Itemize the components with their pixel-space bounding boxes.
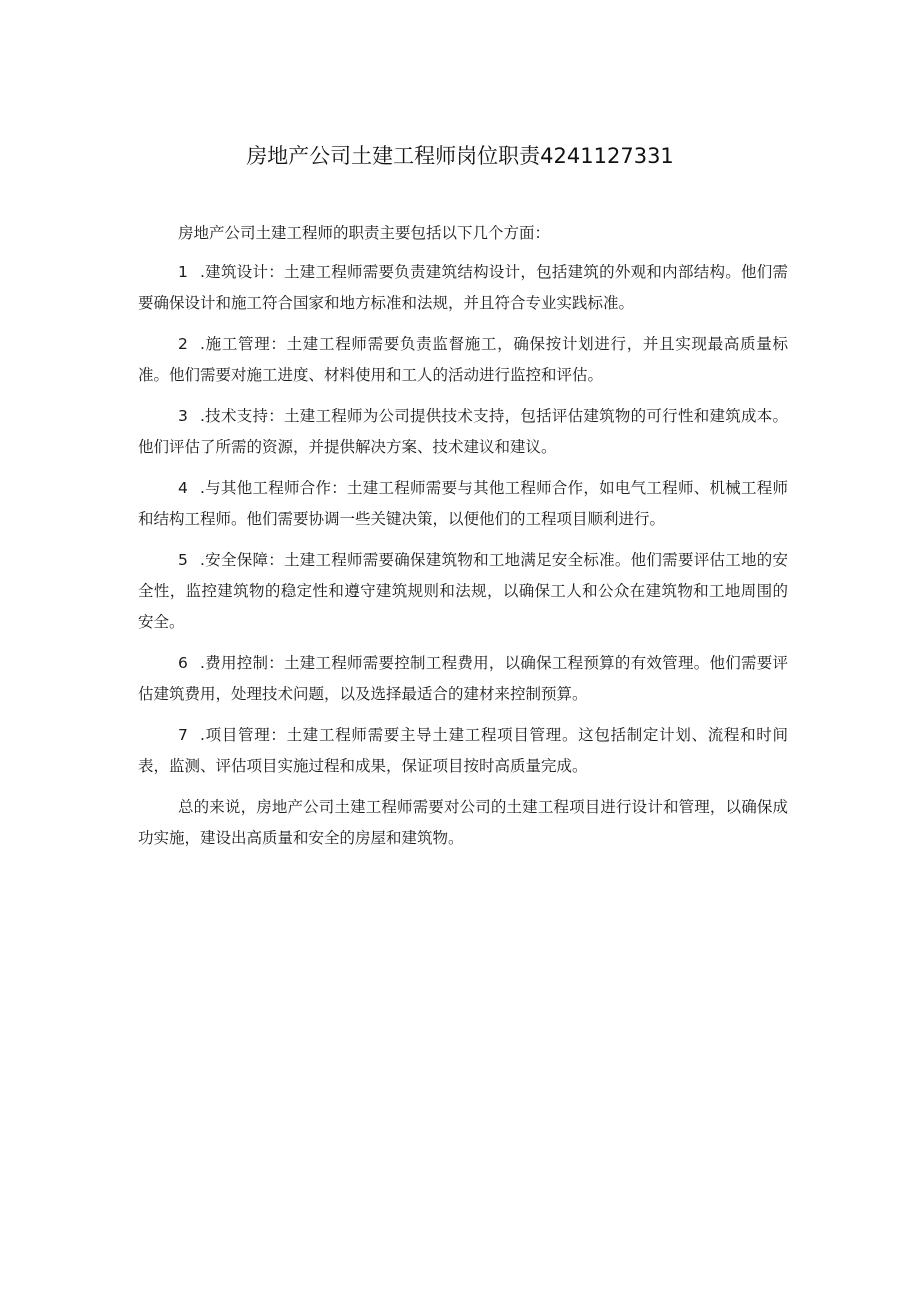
list-item [138, 473, 788, 535]
item-text: .建筑设计：土建工程师需要负责建筑结构设计，包括建筑的外观和内部结构。他们需要确保设计和施工符合国家和地方标准和法规，并且符合专业实践标准。 [138, 263, 788, 312]
item-text: .费用控制：土建工程师需要控制工程费用，以确保工程预算的有效管理。他们需要评估建筑费用，处理技术问题，以及选择最适合的建材来控制预算。 [138, 654, 788, 703]
item-number: 1 [178, 263, 188, 281]
intro-paragraph: 房地产公司土建工程师的职责主要包括以下几个方面： [178, 224, 551, 242]
list-item [138, 329, 788, 391]
list-item [138, 648, 788, 710]
item-number: 2 [178, 335, 188, 353]
item-text: .与其他工程师合作：土建工程师需要与其他工程师合作，如电气工程师、机械工程师和结构工程师。他们需要协调一些关键决策，以便他们的工程项目顺利进行。 [138, 479, 788, 528]
list-item [138, 720, 788, 782]
item-text: .项目管理：土建工程师需要主导土建工程项目管理。这包括制定计划、流程和时间表，监测、评估项目实施过程和成果，保证项目按时高质量完成。 [138, 726, 788, 775]
conclusion-paragraph: 总的来说，房地产公司土建工程师需要对公司的土建工程项目进行设计和管理，以确保成功实施，建设出高质量和安全的房屋和建筑物。 [138, 798, 788, 847]
item-number: 3 [178, 407, 188, 425]
item-text: .安全保障：土建工程师需要确保建筑物和工地满足安全标准。他们需要评估工地的安全性，监控建筑物的稳定性和遵守建筑规则和法规，以确保工人和公众在建筑物和工地周围的安全。 [138, 551, 788, 631]
item-number: 4 [178, 479, 188, 497]
list-item [138, 545, 788, 638]
item-text: .技术支持：土建工程师为公司提供技术支持，包括评估建筑物的可行性和建筑成本。他们评估了所需的资源，并提供解决方案、技术建议和建议。 [138, 407, 788, 456]
list-item [138, 257, 788, 319]
item-number: 5 [178, 551, 188, 569]
item-number: 6 [178, 654, 188, 672]
document-title: 房地产公司土建工程师岗位职责4241127331 [246, 144, 674, 168]
list-item [138, 401, 788, 463]
item-number: 7 [178, 726, 188, 744]
item-text: .施工管理：土建工程师需要负责监督施工，确保按计划进行，并且实现最高质量标准。他们需要对施工进度、材料使用和工人的活动进行监控和评估。 [138, 335, 788, 384]
document-body [138, 218, 788, 864]
